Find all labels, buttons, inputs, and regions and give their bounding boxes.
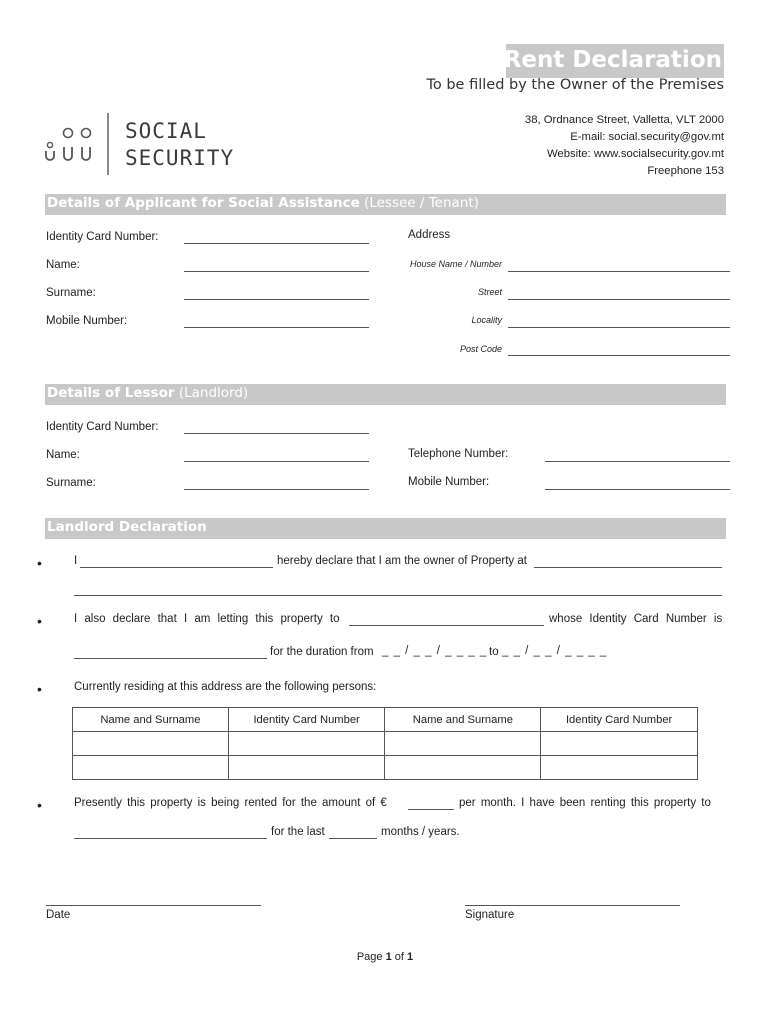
street-field[interactable] [508,299,730,300]
declaration-section-title: Landlord Declaration [47,519,207,535]
logo-text-security: SECURITY [125,146,235,170]
id-number-statement: whose Identity Card Number is [549,613,723,625]
table-cell[interactable] [541,732,698,756]
table-header-row [73,708,698,732]
rent-amount-statement: Presently this property is being rented for the amount of € [74,797,387,809]
applicant-name-label: Name: [46,259,80,271]
lessor-surname-label: Surname: [46,477,96,489]
applicant-surname-field[interactable] [184,299,369,300]
table-cell[interactable] [228,732,385,756]
contact-freephone: Freephone 153 [647,165,724,177]
renting-to-field[interactable] [74,838,267,839]
tenant-name-field[interactable] [349,625,544,626]
page-subtitle: To be filled by the Owner of the Premises [426,77,724,93]
table-cell[interactable] [73,732,229,756]
renting-statement: per month. I have been renting this property to [459,797,711,809]
table-row [73,756,698,780]
residents-statement: Currently residing at this address are the following persons: [74,681,377,693]
table-header-cell: Identity Card Number [541,708,698,732]
applicant-id-label: Identity Card Number: [46,231,159,243]
tenant-id-field[interactable] [74,658,267,659]
lessor-section-header [45,384,726,405]
table-cell[interactable] [385,756,541,780]
months-years-label: months / years. [381,826,460,838]
applicant-section-title: Details of Applicant for Social Assistance [47,195,360,211]
lessor-surname-field[interactable] [184,489,369,490]
lessor-id-field[interactable] [184,433,369,434]
lessor-section-title: Details of Lessor [47,385,175,401]
owner-statement: hereby declare that I am the owner of Property at [277,555,527,567]
lessor-id-label: Identity Card Number: [46,421,159,433]
end-date-field[interactable]: _ _ / _ _ / _ _ _ _ [502,645,608,657]
signature-label: Signature [465,909,515,921]
contact-address: 38, Ordnance Street, Valletta, VLT 2000 [524,114,724,126]
house-name-field[interactable] [508,271,730,272]
bullet-2: • [37,613,42,629]
post-code-field[interactable] [508,355,730,356]
lessor-name-label: Name: [46,449,80,461]
page-title: Rent Declaration [503,47,722,73]
declaration-i-label: I [74,555,78,567]
bullet-3: • [37,681,42,697]
logo-text-social: SOCIAL [125,119,207,143]
applicant-surname-label: Surname: [46,287,96,299]
lessor-telephone-field[interactable] [545,461,730,462]
property-address-field[interactable] [534,567,722,568]
lessor-mobile-field[interactable] [545,489,730,490]
table-cell[interactable] [385,732,541,756]
title-banner [503,44,724,78]
signature-field[interactable] [465,905,680,906]
table-cell[interactable] [541,756,698,780]
date-label: Date [46,909,71,921]
post-code-label: Post Code [459,344,502,354]
for-the-last-label: for the last [271,826,325,838]
lessor-telephone-label: Telephone Number: [408,448,509,460]
residents-table [72,707,698,780]
applicant-address-label: Address [408,229,451,241]
of-word: of [394,951,404,963]
page-word: Page [356,951,383,963]
applicant-mobile-label: Mobile Number: [46,315,128,327]
contact-email: E-mail: social.security@gov.mt [570,131,724,143]
applicant-section-subtitle: (Lessee / Tenant) [359,195,479,211]
lessor-name-field[interactable] [184,461,369,462]
table-cell[interactable] [228,756,385,780]
social-security-logo-icon [44,113,114,175]
duration-count-field[interactable] [329,838,377,839]
applicant-section-header [45,194,726,215]
table-cell[interactable] [73,756,229,780]
applicant-name-field[interactable] [184,271,369,272]
start-date-field[interactable]: _ _ / _ _ / _ _ _ _ [382,645,488,657]
landlord-name-field[interactable] [80,567,273,568]
locality-label: Locality [471,315,502,325]
lessor-mobile-label: Mobile Number: [408,476,490,488]
rent-amount-field[interactable] [408,809,454,810]
duration-to-label: to [489,646,499,658]
declaration-section-header [45,518,726,539]
table-row [73,732,698,756]
table-header-cell: Name and Surname [73,708,229,732]
page-current: 1 [385,951,392,963]
table-header-cell: Name and Surname [385,708,541,732]
street-label: Street [477,287,502,297]
table-header-cell: Identity Card Number [228,708,385,732]
duration-from-label: for the duration from [270,646,374,658]
date-field[interactable] [46,905,261,906]
lessor-section-subtitle: (Landlord) [174,385,249,401]
applicant-id-field[interactable] [184,243,369,244]
house-name-label: House Name / Number [409,259,502,269]
property-address-field-2[interactable] [74,595,722,596]
applicant-mobile-field[interactable] [184,327,369,328]
page-total: 1 [407,951,414,963]
contact-website: Website: www.socialsecurity.gov.mt [546,148,724,160]
page-number [0,951,770,963]
letting-statement: I also declare that I am letting this property to [74,613,340,625]
bullet-4: • [37,797,42,813]
locality-field[interactable] [508,327,730,328]
bullet-1: • [37,555,42,571]
